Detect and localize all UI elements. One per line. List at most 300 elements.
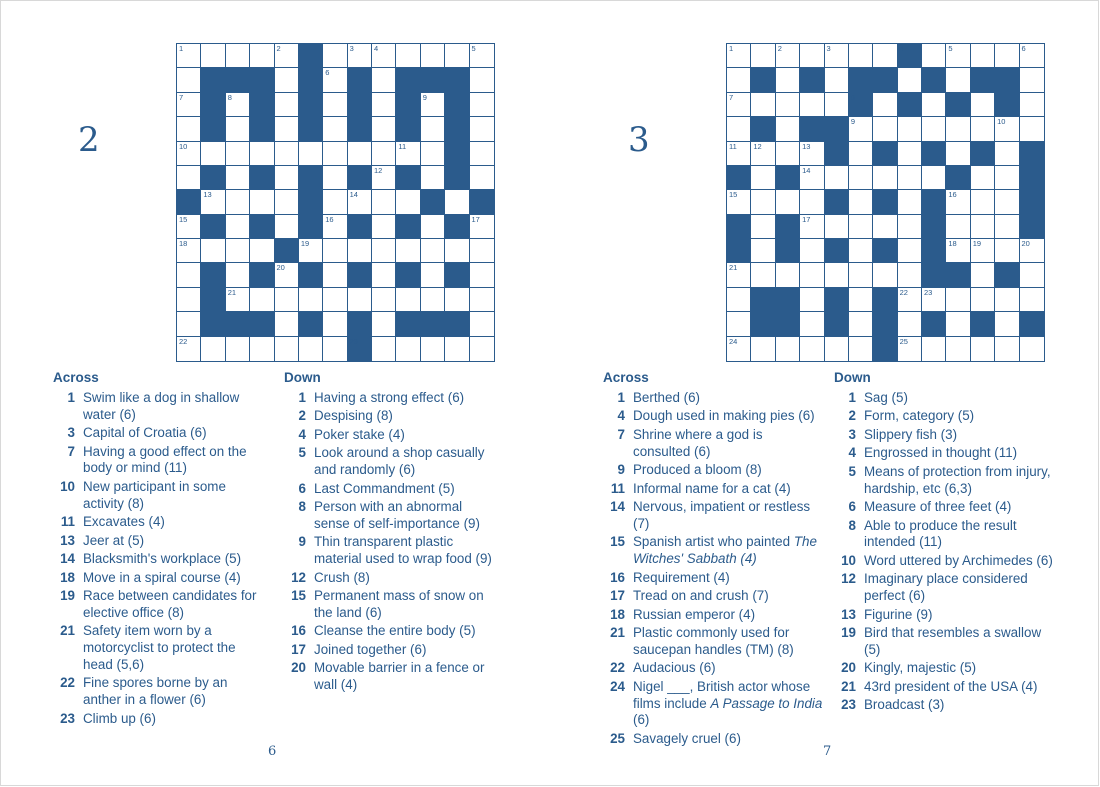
clue-number: 18 [610, 606, 625, 622]
grid-cell[interactable] [372, 263, 396, 287]
grid-cell[interactable] [727, 263, 751, 287]
crossword-grid[interactable] [726, 43, 1045, 362]
grid-cell[interactable] [971, 93, 995, 117]
grid-cell[interactable] [751, 93, 775, 117]
grid-cell[interactable] [275, 166, 299, 190]
grid-cell[interactable] [445, 44, 469, 68]
grid-cell[interactable] [971, 117, 995, 141]
grid-cell[interactable] [922, 288, 946, 312]
clue-text: Despising (8) [314, 408, 393, 424]
across-clue [603, 481, 823, 498]
grid-cell[interactable] [946, 239, 970, 263]
grid-cell[interactable] [995, 117, 1019, 141]
grid-cell[interactable] [873, 44, 897, 68]
grid-cell[interactable] [971, 239, 995, 263]
grid-cell[interactable] [946, 44, 970, 68]
grid-cell[interactable] [776, 68, 800, 92]
grid-cell[interactable] [299, 337, 323, 361]
grid-block [250, 68, 274, 92]
grid-cell[interactable] [727, 117, 751, 141]
grid-cell[interactable] [898, 337, 922, 361]
grid-cell[interactable] [396, 337, 420, 361]
grid-cell[interactable] [470, 215, 494, 239]
grid-cell[interactable] [372, 337, 396, 361]
grid-cell[interactable] [946, 288, 970, 312]
grid-cell[interactable] [250, 142, 274, 166]
grid-cell[interactable] [776, 93, 800, 117]
grid-cell[interactable] [800, 263, 824, 287]
grid-cell[interactable] [372, 117, 396, 141]
grid-cell[interactable] [873, 93, 897, 117]
down-clue [834, 390, 1059, 407]
grid-cell[interactable] [946, 312, 970, 336]
grid-cell[interactable] [226, 166, 250, 190]
grid-cell[interactable] [1020, 93, 1044, 117]
grid-cell[interactable] [800, 190, 824, 214]
grid-cell[interactable] [776, 263, 800, 287]
grid-cell[interactable] [177, 44, 201, 68]
grid-cell[interactable] [470, 263, 494, 287]
grid-cell[interactable] [800, 166, 824, 190]
grid-cell[interactable] [898, 142, 922, 166]
grid-cell[interactable] [177, 215, 201, 239]
grid-cell[interactable] [445, 337, 469, 361]
clue-number: 15 [179, 214, 188, 224]
grid-cell[interactable] [323, 93, 347, 117]
grid-cell[interactable] [995, 166, 1019, 190]
grid-cell[interactable] [421, 93, 445, 117]
grid-block [873, 337, 897, 361]
grid-cell[interactable] [250, 288, 274, 312]
grid-cell[interactable] [849, 215, 873, 239]
grid-cell[interactable] [825, 44, 849, 68]
grid-cell[interactable] [751, 215, 775, 239]
grid-cell[interactable] [348, 44, 372, 68]
clue-text: Nervous, impatient or restless (7) [633, 499, 811, 531]
grid-cell[interactable] [275, 312, 299, 336]
grid-cell[interactable] [922, 117, 946, 141]
grid-cell[interactable] [396, 44, 420, 68]
grid-cell[interactable] [177, 239, 201, 263]
grid-cell[interactable] [421, 44, 445, 68]
clue-number: 20 [841, 660, 856, 676]
clue-text: Tread on and crush (7) [633, 588, 769, 604]
clue-number: 12 [291, 569, 306, 585]
clue-number: 23 [841, 697, 856, 713]
grid-cell[interactable] [177, 117, 201, 141]
grid-cell[interactable] [250, 239, 274, 263]
grid-cell[interactable] [995, 312, 1019, 336]
grid-cell[interactable] [299, 239, 323, 263]
grid-cell[interactable] [177, 93, 201, 117]
clue-number: 10 [60, 478, 75, 494]
crossword-grid[interactable] [176, 43, 495, 362]
across-clue [53, 711, 268, 728]
grid-cell[interactable] [421, 263, 445, 287]
grid-cell[interactable] [372, 239, 396, 263]
grid-cell[interactable] [849, 337, 873, 361]
clue-number: 24 [610, 678, 625, 694]
grid-cell[interactable] [825, 68, 849, 92]
grid-cell[interactable] [177, 263, 201, 287]
grid-cell[interactable] [250, 337, 274, 361]
grid-block [922, 215, 946, 239]
clue-text: Nigel ___, British actor whose films include A Passage to India (6) [633, 678, 823, 728]
grid-cell[interactable] [898, 190, 922, 214]
across-clue [53, 514, 268, 531]
grid-cell[interactable] [825, 215, 849, 239]
grid-cell[interactable] [226, 93, 250, 117]
grid-cell[interactable] [995, 215, 1019, 239]
grid-cell[interactable] [250, 44, 274, 68]
grid-cell[interactable] [1020, 263, 1044, 287]
grid-cell[interactable] [201, 44, 225, 68]
grid-cell[interactable] [396, 142, 420, 166]
grid-cell[interactable] [946, 190, 970, 214]
grid-cell[interactable] [275, 337, 299, 361]
grid-cell[interactable] [776, 44, 800, 68]
grid-cell[interactable] [445, 288, 469, 312]
grid-cell[interactable] [849, 190, 873, 214]
grid-cell[interactable] [372, 166, 396, 190]
grid-cell[interactable] [275, 215, 299, 239]
clue-number: 6 [325, 68, 330, 78]
grid-cell[interactable] [873, 263, 897, 287]
grid-cell[interactable] [825, 93, 849, 117]
grid-cell[interactable] [946, 117, 970, 141]
grid-block [201, 263, 225, 287]
grid-cell[interactable] [299, 142, 323, 166]
grid-cell[interactable] [800, 288, 824, 312]
grid-cell[interactable] [470, 68, 494, 92]
grid-cell[interactable] [751, 44, 775, 68]
grid-cell[interactable] [348, 142, 372, 166]
clue-text: Safety item worn by a motorcyclist to protect the head (5,6) [83, 623, 236, 672]
across-clue [603, 534, 823, 568]
grid-cell[interactable] [898, 263, 922, 287]
grid-cell[interactable] [898, 312, 922, 336]
grid-cell[interactable] [177, 312, 201, 336]
grid-cell[interactable] [275, 263, 299, 287]
grid-cell[interactable] [751, 239, 775, 263]
grid-cell[interactable] [421, 142, 445, 166]
grid-cell[interactable] [226, 44, 250, 68]
grid-cell[interactable] [421, 166, 445, 190]
grid-cell[interactable] [372, 288, 396, 312]
clue-number: 17 [471, 214, 480, 224]
grid-cell[interactable] [825, 263, 849, 287]
grid-cell[interactable] [800, 44, 824, 68]
grid-cell[interactable] [323, 166, 347, 190]
grid-cell[interactable] [898, 215, 922, 239]
grid-cell[interactable] [1020, 117, 1044, 141]
clue-text: Move in a spiral course (4) [83, 569, 241, 585]
grid-cell[interactable] [751, 142, 775, 166]
clue-number: 13 [841, 606, 856, 622]
grid-cell[interactable] [1020, 288, 1044, 312]
grid-cell[interactable] [776, 190, 800, 214]
grid-cell[interactable] [250, 190, 274, 214]
grid-cell[interactable] [177, 68, 201, 92]
grid-cell[interactable] [421, 337, 445, 361]
grid-cell[interactable] [226, 288, 250, 312]
clue-number: 7 [617, 426, 625, 442]
grid-cell[interactable] [323, 215, 347, 239]
grid-cell[interactable] [898, 166, 922, 190]
grid-cell[interactable] [825, 337, 849, 361]
grid-cell[interactable] [946, 68, 970, 92]
grid-cell[interactable] [421, 117, 445, 141]
grid-cell[interactable] [372, 68, 396, 92]
grid-cell[interactable] [421, 288, 445, 312]
grid-cell[interactable] [226, 117, 250, 141]
grid-cell[interactable] [226, 190, 250, 214]
clue-number: 11 [60, 514, 75, 530]
clue-text: Having a good effect on the body or mind (11) [83, 443, 247, 476]
grid-cell[interactable] [971, 263, 995, 287]
grid-cell[interactable] [751, 263, 775, 287]
grid-cell[interactable] [800, 93, 824, 117]
grid-cell[interactable] [849, 166, 873, 190]
grid-cell[interactable] [1020, 337, 1044, 361]
grid-cell[interactable] [201, 142, 225, 166]
grid-block [396, 166, 420, 190]
grid-cell[interactable] [323, 68, 347, 92]
clue-number: 8 [298, 499, 306, 515]
clue-number: 3 [67, 425, 75, 441]
grid-cell[interactable] [372, 215, 396, 239]
clue-number: 17 [610, 588, 625, 604]
grid-cell[interactable] [421, 239, 445, 263]
across-clue [53, 390, 268, 424]
grid-cell[interactable] [800, 312, 824, 336]
grid-cell[interactable] [776, 117, 800, 141]
grid-cell[interactable] [898, 288, 922, 312]
grid-cell[interactable] [922, 44, 946, 68]
grid-block [995, 93, 1019, 117]
grid-cell[interactable] [323, 190, 347, 214]
grid-cell[interactable] [323, 117, 347, 141]
grid-cell[interactable] [849, 312, 873, 336]
grid-cell[interactable] [323, 263, 347, 287]
grid-cell[interactable] [727, 44, 751, 68]
grid-cell[interactable] [727, 142, 751, 166]
grid-cell[interactable] [727, 190, 751, 214]
grid-cell[interactable] [849, 142, 873, 166]
grid-cell[interactable] [275, 190, 299, 214]
grid-cell[interactable] [751, 166, 775, 190]
grid-cell[interactable] [396, 190, 420, 214]
clue-number: 3 [349, 44, 354, 53]
grid-cell[interactable] [323, 312, 347, 336]
grid-cell[interactable] [995, 190, 1019, 214]
grid-cell[interactable] [396, 239, 420, 263]
clue-number: 6 [848, 499, 856, 515]
across-heading: Across [603, 370, 649, 385]
grid-cell[interactable] [946, 337, 970, 361]
down-clue [834, 427, 1059, 444]
grid-block [445, 142, 469, 166]
grid-cell[interactable] [898, 239, 922, 263]
grid-cell[interactable] [971, 215, 995, 239]
grid-cell[interactable] [470, 93, 494, 117]
grid-cell[interactable] [971, 44, 995, 68]
grid-cell[interactable] [849, 288, 873, 312]
grid-cell[interactable] [372, 93, 396, 117]
clue-number: 24 [729, 336, 738, 346]
grid-cell[interactable] [873, 117, 897, 141]
across-clue [603, 427, 823, 461]
grid-cell[interactable] [348, 239, 372, 263]
grid-cell[interactable] [849, 117, 873, 141]
clue-number: 1 [179, 44, 184, 53]
grid-block [946, 93, 970, 117]
grid-cell[interactable] [372, 44, 396, 68]
grid-cell[interactable] [922, 166, 946, 190]
grid-cell[interactable] [727, 312, 751, 336]
grid-cell[interactable] [275, 44, 299, 68]
grid-cell[interactable] [275, 288, 299, 312]
clue-text: Produced a bloom (8) [633, 462, 762, 478]
clue-number: 23 [60, 710, 75, 726]
grid-cell[interactable] [776, 142, 800, 166]
grid-cell[interactable] [727, 337, 751, 361]
grid-cell[interactable] [275, 93, 299, 117]
grid-cell[interactable] [470, 44, 494, 68]
across-clue [603, 570, 823, 587]
clue-text: Thin transparent plastic material used to wrap food (9) [314, 534, 492, 567]
grid-cell[interactable] [275, 142, 299, 166]
grid-cell[interactable] [1020, 239, 1044, 263]
grid-cell[interactable] [1020, 68, 1044, 92]
grid-cell[interactable] [372, 142, 396, 166]
clue-number: 4 [899, 44, 904, 53]
grid-cell[interactable] [201, 190, 225, 214]
grid-cell[interactable] [995, 142, 1019, 166]
grid-block [470, 190, 494, 214]
grid-cell[interactable] [201, 239, 225, 263]
grid-cell[interactable] [971, 166, 995, 190]
grid-cell[interactable] [971, 190, 995, 214]
grid-cell[interactable] [372, 190, 396, 214]
grid-cell[interactable] [995, 44, 1019, 68]
grid-block [1020, 215, 1044, 239]
grid-cell[interactable] [177, 288, 201, 312]
grid-cell[interactable] [800, 142, 824, 166]
across-clue [603, 408, 823, 425]
grid-cell[interactable] [348, 288, 372, 312]
grid-cell[interactable] [849, 44, 873, 68]
grid-cell[interactable] [323, 44, 347, 68]
grid-cell[interactable] [971, 337, 995, 361]
grid-cell[interactable] [751, 190, 775, 214]
clue-number: 5 [298, 445, 306, 461]
grid-cell[interactable] [825, 166, 849, 190]
grid-cell[interactable] [226, 263, 250, 287]
grid-cell[interactable] [445, 239, 469, 263]
grid-cell[interactable] [275, 117, 299, 141]
grid-cell[interactable] [727, 288, 751, 312]
grid-cell[interactable] [323, 239, 347, 263]
grid-block [922, 142, 946, 166]
grid-cell[interactable] [727, 68, 751, 92]
grid-cell[interactable] [946, 215, 970, 239]
clue-text: Having a strong effect (6) [314, 389, 465, 405]
grid-cell[interactable] [421, 215, 445, 239]
grid-cell[interactable] [348, 190, 372, 214]
grid-block [299, 166, 323, 190]
grid-cell[interactable] [323, 288, 347, 312]
grid-cell[interactable] [323, 142, 347, 166]
grid-cell[interactable] [995, 239, 1019, 263]
grid-cell[interactable] [727, 93, 751, 117]
grid-cell[interactable] [898, 68, 922, 92]
grid-cell[interactable] [470, 239, 494, 263]
grid-cell[interactable] [849, 263, 873, 287]
grid-cell[interactable] [470, 337, 494, 361]
clue-number: 12 [753, 141, 762, 151]
clue-number: 13 [203, 190, 212, 200]
clue-text: Spanish artist who painted The Witches' Sabbath (4) [633, 534, 817, 567]
grid-cell[interactable] [201, 337, 225, 361]
grid-cell[interactable] [922, 337, 946, 361]
grid-cell[interactable] [873, 215, 897, 239]
grid-cell[interactable] [177, 166, 201, 190]
grid-cell[interactable] [800, 337, 824, 361]
grid-cell[interactable] [470, 142, 494, 166]
grid-cell[interactable] [226, 142, 250, 166]
grid-cell[interactable] [922, 93, 946, 117]
grid-cell[interactable] [971, 288, 995, 312]
grid-cell[interactable] [470, 166, 494, 190]
grid-cell[interactable] [849, 239, 873, 263]
grid-cell[interactable] [470, 312, 494, 336]
clue-number: 4 [848, 445, 856, 461]
grid-cell[interactable] [226, 215, 250, 239]
down-clue [834, 679, 1059, 696]
grid-cell[interactable] [898, 117, 922, 141]
grid-cell[interactable] [995, 288, 1019, 312]
grid-cell[interactable] [226, 239, 250, 263]
grid-cell[interactable] [800, 239, 824, 263]
grid-cell[interactable] [396, 288, 420, 312]
grid-cell[interactable] [445, 190, 469, 214]
grid-block [421, 312, 445, 336]
grid-cell[interactable] [299, 288, 323, 312]
grid-cell[interactable] [372, 312, 396, 336]
grid-cell[interactable] [470, 117, 494, 141]
grid-block [751, 312, 775, 336]
grid-cell[interactable] [873, 166, 897, 190]
grid-cell[interactable] [323, 337, 347, 361]
grid-cell[interactable] [800, 215, 824, 239]
grid-cell[interactable] [275, 68, 299, 92]
grid-cell[interactable] [470, 288, 494, 312]
grid-cell[interactable] [946, 142, 970, 166]
down-clue [834, 553, 1059, 570]
down-clue [284, 570, 499, 587]
grid-cell[interactable] [751, 337, 775, 361]
grid-block [299, 215, 323, 239]
grid-cell[interactable] [1020, 44, 1044, 68]
grid-cell[interactable] [226, 337, 250, 361]
grid-cell[interactable] [776, 337, 800, 361]
grid-cell[interactable] [177, 337, 201, 361]
grid-cell[interactable] [995, 337, 1019, 361]
grid-block [226, 312, 250, 336]
grid-cell[interactable] [177, 142, 201, 166]
grid-block [299, 263, 323, 287]
